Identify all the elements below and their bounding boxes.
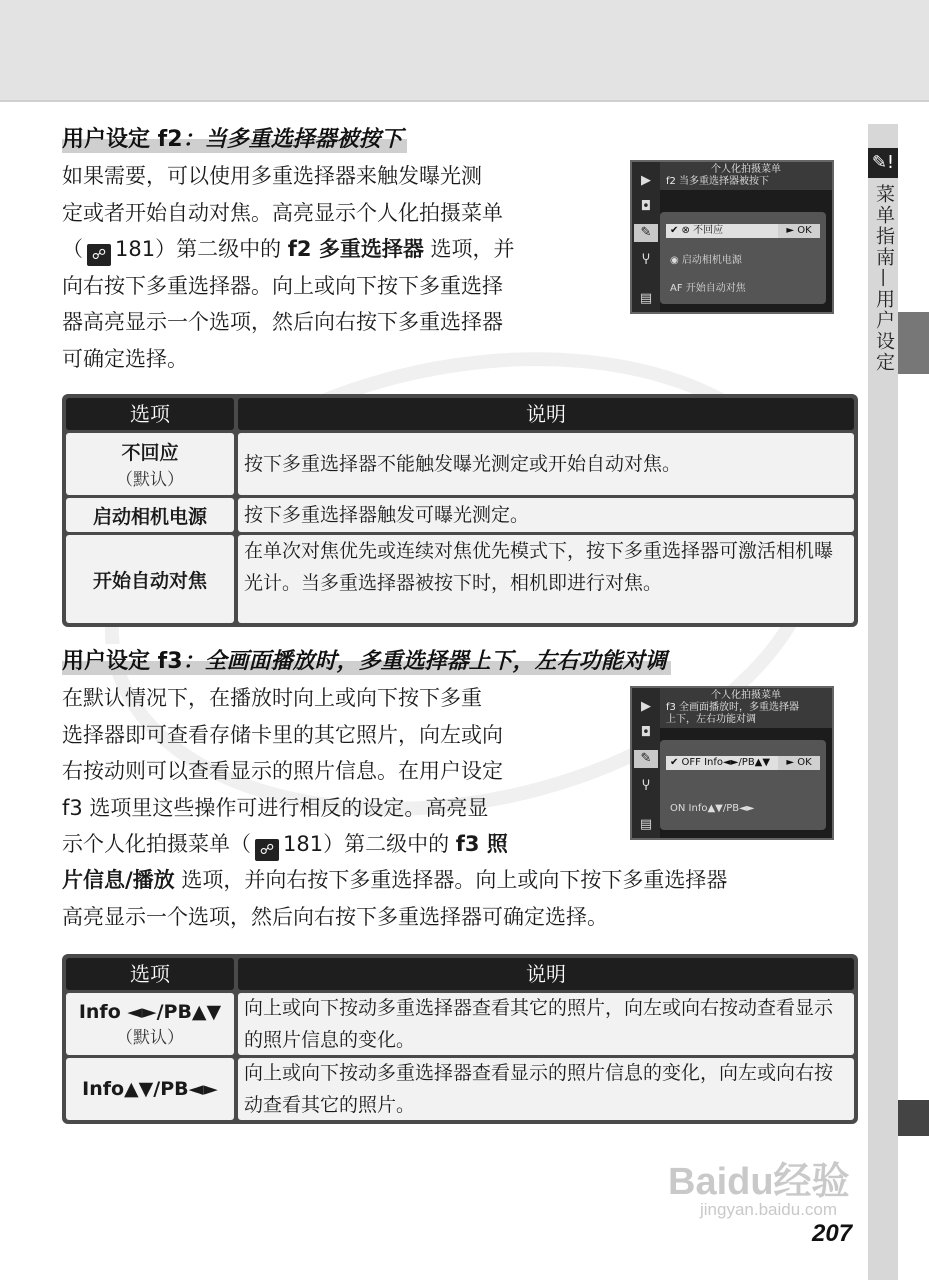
screen-menu-subtitle: f2 当多重选择器被按下: [666, 176, 770, 187]
recent-settings-icon: ▤: [639, 817, 653, 832]
screen-option: ◉ 启动相机电源: [670, 255, 742, 266]
options-table-f2: [62, 394, 858, 627]
screen-menu-subtitle: f3 全画面播放时，多重选择器: [666, 702, 800, 713]
table-header-description: 说明: [238, 958, 854, 990]
camera-menu-screen-f3: [630, 686, 834, 840]
table-header-description: 说明: [238, 398, 854, 430]
recent-settings-icon: ▤: [639, 291, 653, 306]
baidu-watermark-logo: Baidu经验: [668, 1161, 850, 1203]
section-title-f2: 用户设定 f2：当多重选择器被按下: [62, 122, 407, 153]
page-number: 207: [812, 1220, 853, 1247]
pencil-icon: ✎: [634, 224, 658, 242]
table-header-option: 选项: [66, 398, 234, 430]
camera-menu-screen-f2: [630, 160, 834, 314]
table-row: Info▲▼/PB◄► 向上或向下按动多重选择器查看显示的照片信息的变化，向左或向右按动查看其它的照片。: [66, 1058, 854, 1120]
playback-icon: ▶: [641, 173, 651, 188]
table-row: 开始自动对焦 在单次对焦优先或连续对焦优先模式下，按下多重选择器可激活相机曝光计。当多重选择器被按下时，相机即进行对焦。: [66, 535, 854, 623]
screen-menu-title: 个人化拍摄菜单: [711, 690, 781, 701]
screen-menu-title: 个人化拍摄菜单: [711, 164, 781, 175]
screen-option: ✔ OFF Info◄►/PB▲▼ ► OK: [666, 756, 820, 770]
section2-paragraph: 在默认情况下，在播放时向上或向下按下多重 选择器即可查看存储卡里的其它照片，向左或向 右按动则可以查看显示的照片信息。在用户设定 f3 选项里这些操作可进行相反的设定。高亮显 示个人化拍摄菜单（ ☍ 181）第二级中的 f3 照: [62, 680, 587, 863]
section1-paragraph: 如果需要，可以使用多重选择器来触发曝光测 定或者开始自动对焦。高亮显示个人化拍摄菜单 （ ☍ 181）第二级中的 f2 多重选择器 选项，并 向右按下多重选择器。向上或向下按下多重选择 器高亮显示一个选项，然后向右按下多重选择器 可确定选择。: [62, 164, 515, 371]
camera-icon: ◘: [640, 725, 652, 740]
baidu-watermark-url: jingyan.baidu.com: [700, 1200, 838, 1219]
screen-menu-subtitle-2: 上下，左右功能对调: [666, 714, 756, 725]
side-tab-label: 菜单指南—用户设定: [873, 184, 895, 373]
section2-paragraph-continued: 片信息/播放 选项，并向右按下多重选择器。向上或向下按下多重选择器 高亮显示一个选项，然后向右按下多重选择器可确定选择。: [62, 868, 728, 929]
pencil-icon: ✎: [634, 750, 658, 768]
wrench-icon: Ⴤ: [642, 253, 650, 268]
reference-icon: ☍: [87, 244, 111, 266]
section-title-f3: 用户设定 f3：全画面播放时，多重选择器上下，左右功能对调: [62, 644, 671, 675]
table-row: Info ◄►/PB▲▼ （默认） 向上或向下按动多重选择器查看其它的照片，向左或向右按动查看显示的照片信息的变化。: [66, 993, 854, 1055]
screen-option: AF 开始自动对焦: [670, 283, 746, 294]
playback-icon: ▶: [641, 699, 651, 714]
table-row: 启动相机电源 按下多重选择器触发可曝光测定。: [66, 498, 854, 532]
edge-mark-top: [898, 312, 929, 374]
wrench-icon: Ⴤ: [642, 779, 650, 794]
screen-option: ✔ ⊗ 不回应 ► OK: [666, 224, 820, 238]
reference-icon: ☍: [255, 839, 279, 861]
table-row: 不回应 （默认） 按下多重选择器不能触发曝光测定或开始自动对焦。: [66, 433, 854, 495]
camera-icon: ◘: [640, 199, 652, 214]
options-table-f3: [62, 954, 858, 1124]
screen-option: ON Info▲▼/PB◄►: [670, 803, 755, 814]
edge-mark-bottom: [898, 1100, 929, 1136]
top-banner: [0, 0, 929, 102]
table-header-option: 选项: [66, 958, 234, 990]
pencil-icon: ✎!: [868, 148, 898, 178]
